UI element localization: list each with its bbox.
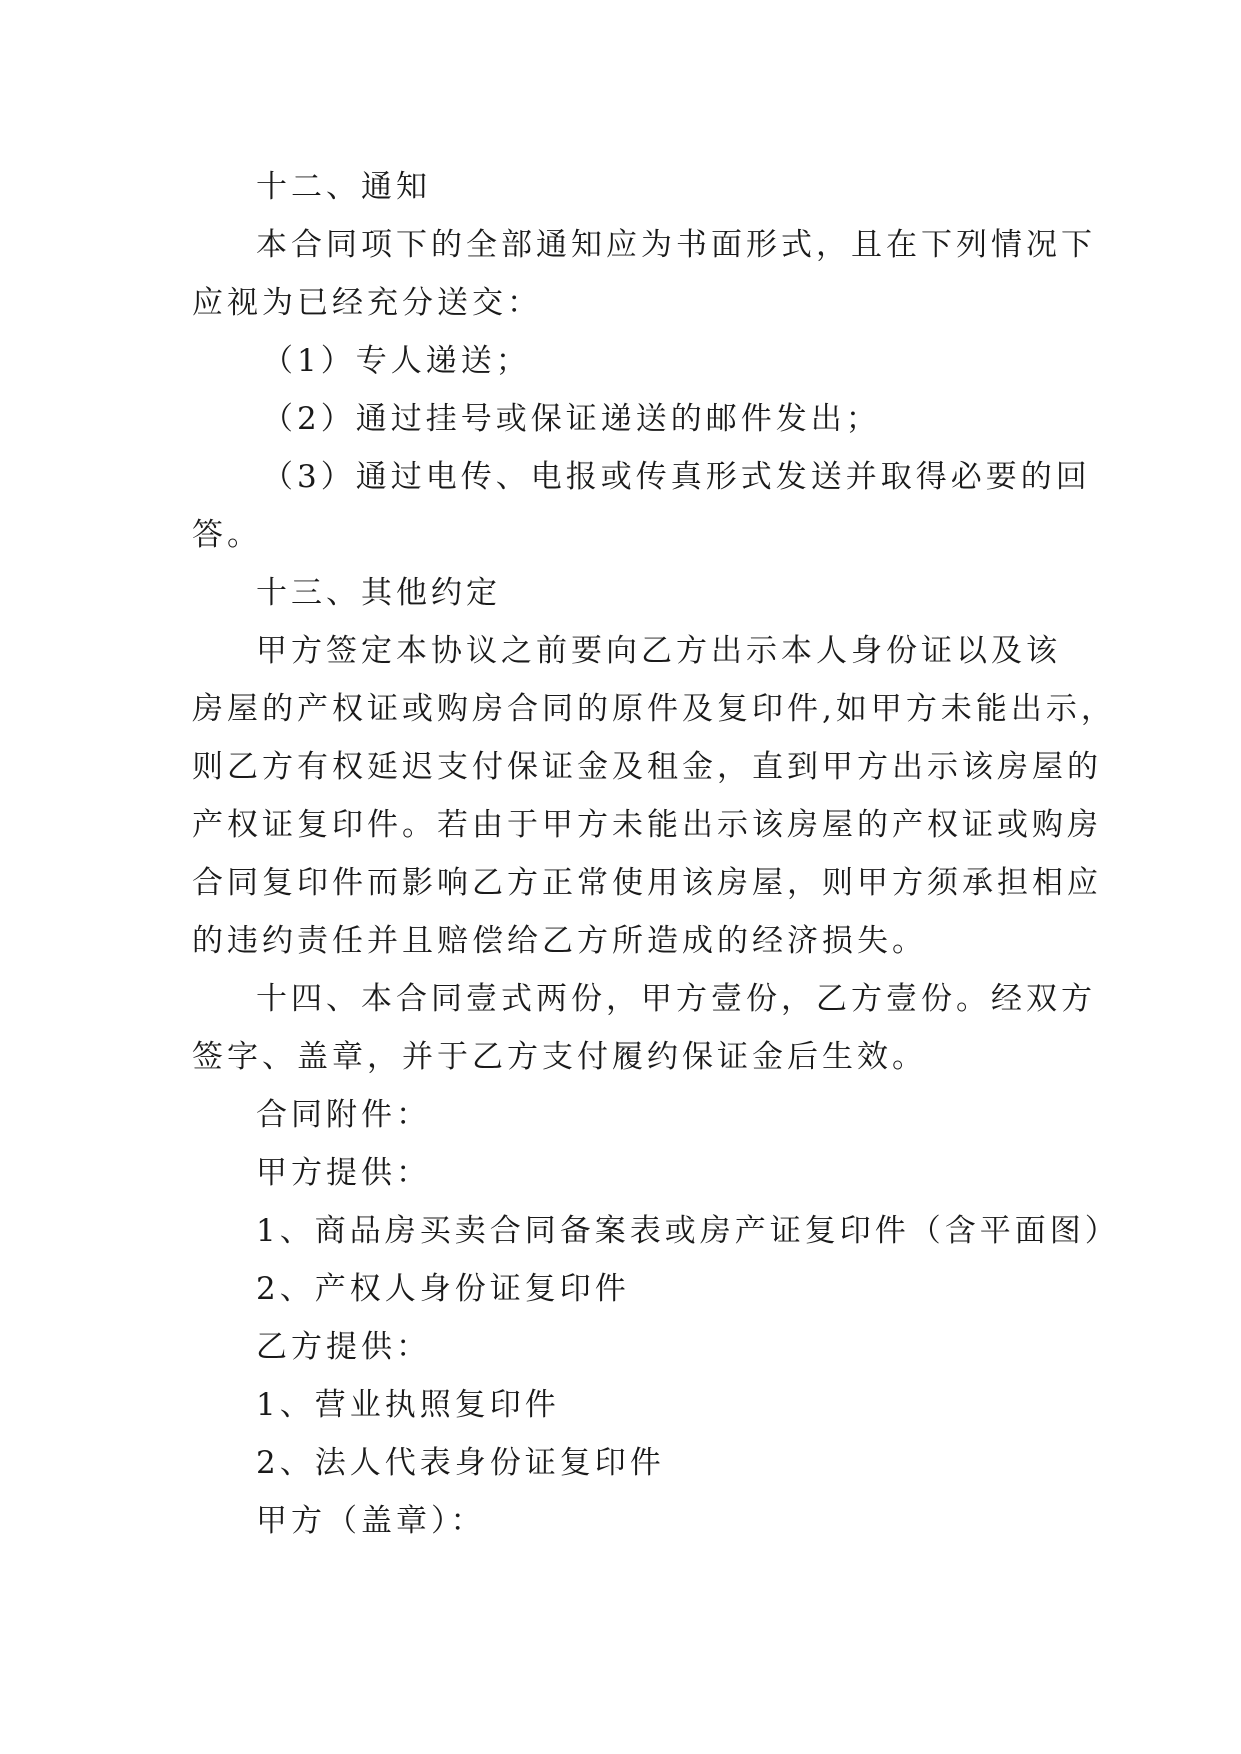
list-item: （2）通过挂号或保证递送的邮件发出； bbox=[262, 401, 881, 437]
paragraph-line: 本合同项下的全部通知应为书面形式，且在下列情况下 bbox=[256, 227, 1096, 263]
list-item: 1、商品房买卖合同备案表或房产证复印件（含平面图） bbox=[256, 1213, 1120, 1249]
section-heading-copies: 十四、本合同壹式两份，甲方壹份，乙方壹份。经双方 bbox=[256, 981, 1096, 1017]
paragraph-line: 房屋的产权证或购房合同的原件及复印件,如甲方未能出示， bbox=[192, 691, 1116, 727]
paragraph-line: 的违约责任并且赔偿给乙方所造成的经济损失。 bbox=[192, 923, 927, 959]
paragraph-line: 则乙方有权延迟支付保证金及租金，直到甲方出示该房屋的 bbox=[192, 749, 1102, 785]
signature-line-party-a: 甲方（盖章）： bbox=[256, 1503, 486, 1539]
paragraph-line: 产权证复印件。若由于甲方未能出示该房屋的产权证或购房 bbox=[192, 807, 1102, 843]
list-item: （1）专人递送； bbox=[262, 343, 531, 379]
attachments-heading: 合同附件： bbox=[256, 1097, 431, 1133]
list-item: 1、营业执照复印件 bbox=[256, 1387, 560, 1423]
party-b-provides-heading: 乙方提供： bbox=[256, 1329, 431, 1365]
paragraph-line: 合同复印件而影响乙方正常使用该房屋，则甲方须承担相应 bbox=[192, 865, 1102, 901]
paragraph-line: 答。 bbox=[192, 517, 262, 553]
paragraph-line: 应视为已经充分送交： bbox=[192, 285, 542, 321]
document-body bbox=[192, 158, 1120, 1550]
section-heading-notice: 十二、通知 bbox=[256, 169, 431, 205]
list-item: 2、产权人身份证复印件 bbox=[256, 1271, 630, 1307]
paragraph-line: 甲方签定本协议之前要向乙方出示本人身份证以及该 bbox=[256, 633, 1061, 669]
section-heading-other: 十三、其他约定 bbox=[256, 575, 501, 611]
list-item: （3）通过电传、电报或传真形式发送并取得必要的回 bbox=[262, 459, 1091, 495]
party-a-provides-heading: 甲方提供： bbox=[256, 1155, 431, 1191]
paragraph-line: 签字、盖章，并于乙方支付履约保证金后生效。 bbox=[192, 1039, 927, 1075]
list-item: 2、法人代表身份证复印件 bbox=[256, 1445, 665, 1481]
